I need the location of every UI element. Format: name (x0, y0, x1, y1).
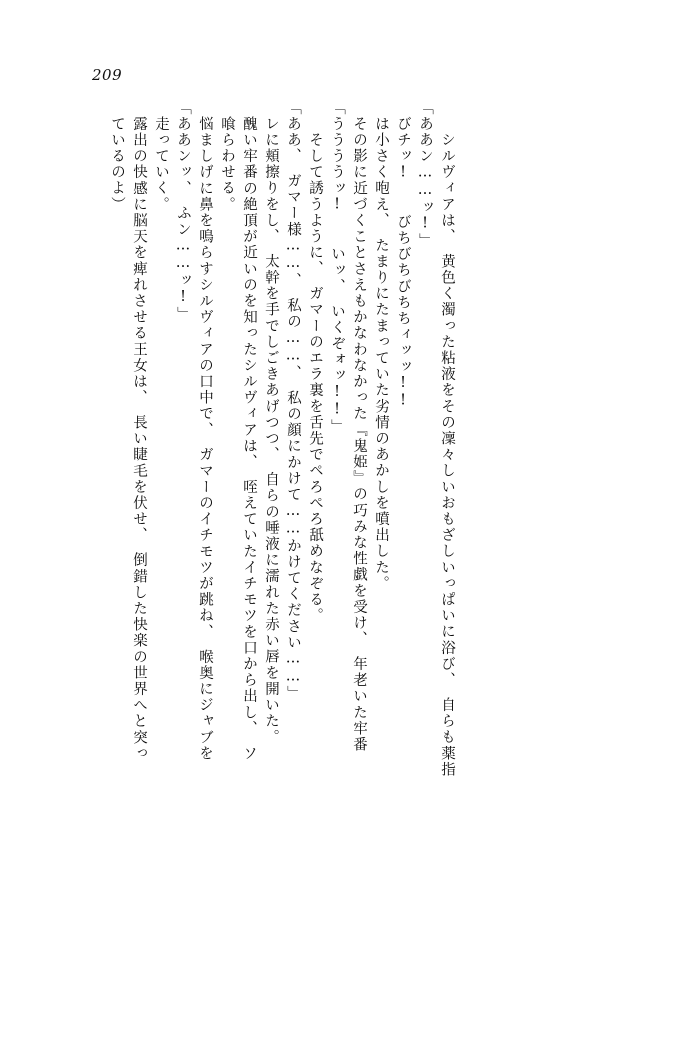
text-column: 走っていく。 (153, 116, 169, 213)
text-column: 「ああ、 ガマー様……、 私の……、 私の顔にかけて……かけてください……」 (285, 100, 301, 703)
text-column: 露出の快感に脳天を痺れさせる王女は、 長い睫毛を伏せ、 倒錯した快楽の世界へと突っ (131, 100, 147, 762)
text-column: 醜い牢番の絶頂が近いのを知ったシルヴィアは、 咥えていたイチモツを口から出し、 ソ (241, 100, 257, 762)
text-column: は小さく咆え、 たまりにたまっていた劣情のあかしを噴出した。 (373, 116, 389, 592)
text-column: びチッ! びちびちびちちィッッ!! (395, 116, 411, 411)
text-column: 「ああン……ッ!」 (417, 100, 433, 250)
text-column: 喰らわせる。 (219, 116, 235, 213)
text-column: シルヴィアは、 黄色く濁った粘液をその凜々しいおもざしいっぱいに浴び、 自らも薬指 (439, 116, 455, 778)
text-column: その影に近づくことさえもかなわなかった『鬼姫』の巧みな性戯を受け、 年老いた牢番 (351, 100, 367, 753)
text-column: 「ううううッ! いッ、 いくぞォッ!!」 (329, 100, 345, 436)
text-column: ているのよ） (109, 116, 125, 213)
text-column: そして誘うように、 ガマーのエラ裏を舌先でペろぺろ舐めなぞる。 (307, 116, 323, 624)
text-column: 「ああンッ、 ふン……ッ!」 (175, 100, 191, 323)
vertical-text-block (102, 100, 622, 980)
text-column: 悩ましげに鼻を鳴らすシルヴィアの口中で、 ガマーのイチモツが跳ね、 喉奥にジャブを (197, 100, 213, 762)
page-number: 209 (92, 66, 123, 84)
text-column: レに頬擦りをし、 太幹を手でしごきあげつつ、 自らの唾液に濡れた赤い唇を開いた。 (263, 116, 279, 746)
